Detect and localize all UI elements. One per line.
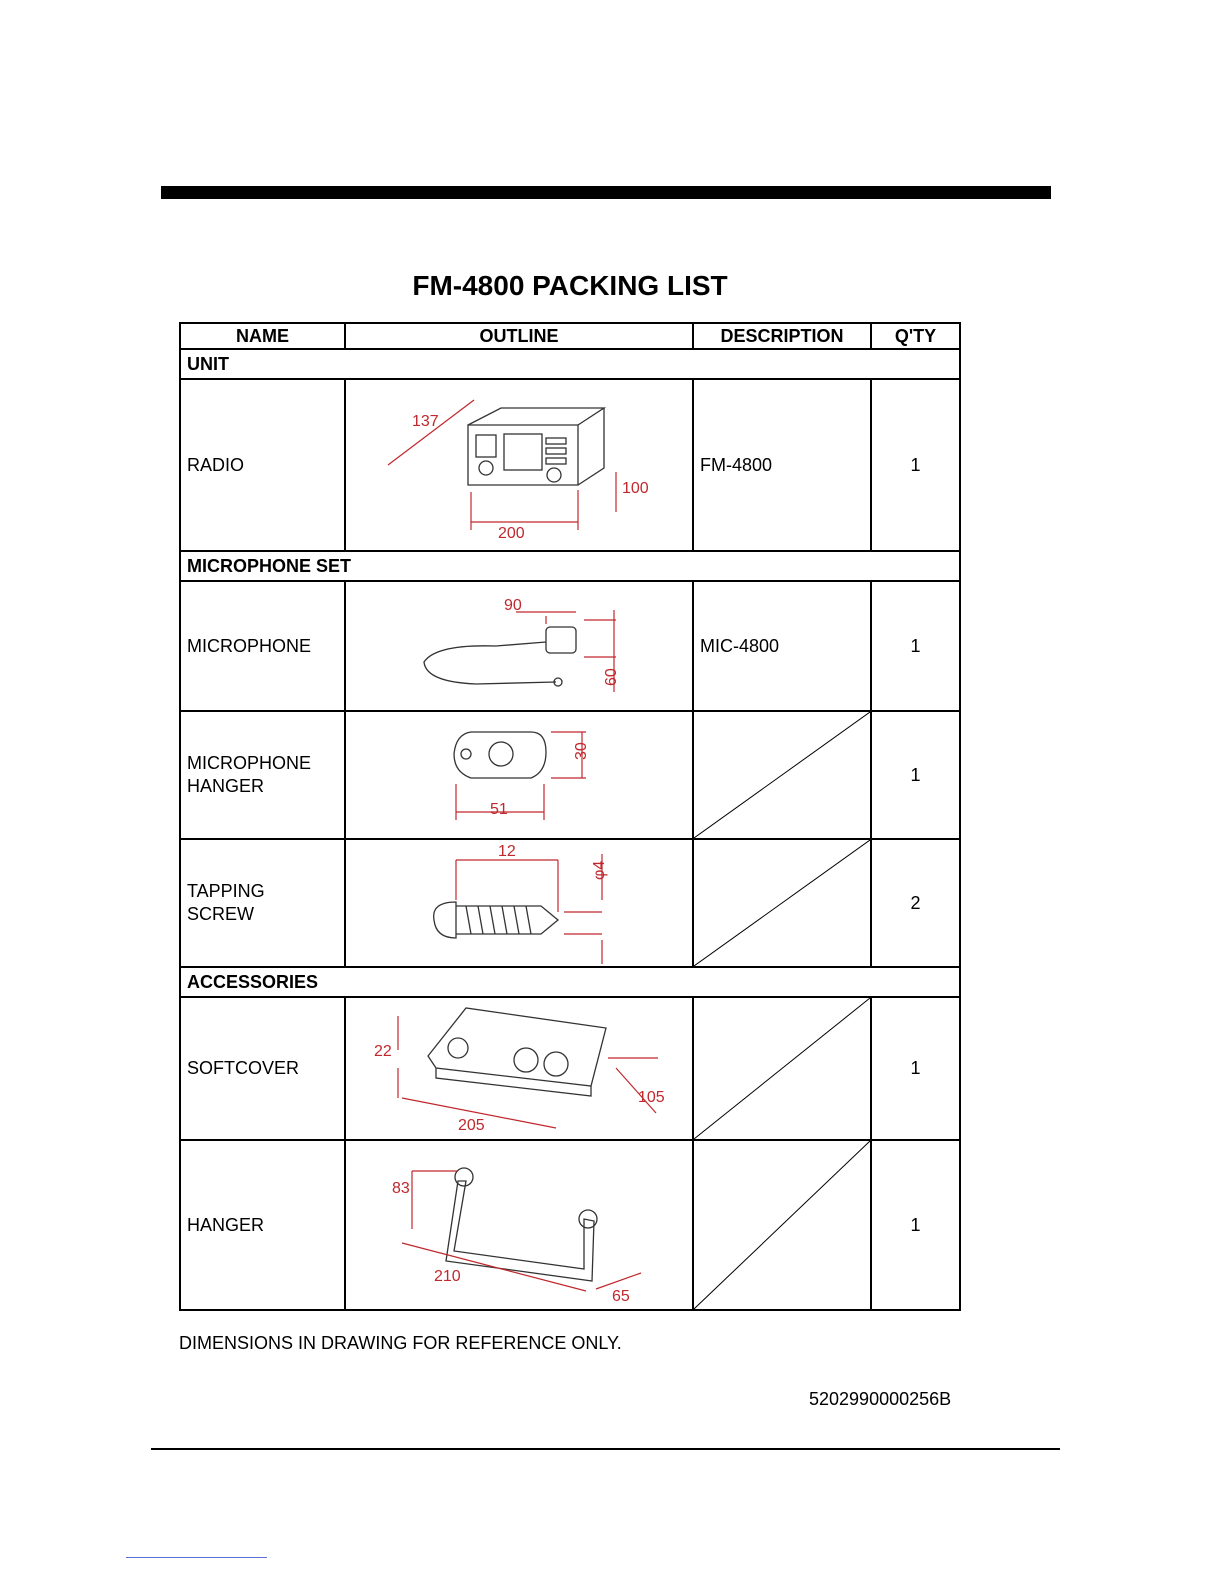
radio-drawing xyxy=(345,379,693,551)
item-name: HANGER xyxy=(180,1140,345,1310)
table-row xyxy=(180,379,960,551)
item-qty: 1 xyxy=(871,1140,960,1310)
footnote-rule xyxy=(126,1557,267,1558)
softcover-drawing xyxy=(345,997,693,1140)
item-name: SOFTCOVER xyxy=(180,997,345,1140)
hanger-drawing xyxy=(345,1140,693,1310)
tapping-screw-drawing xyxy=(345,839,693,967)
reference-note: DIMENSIONS IN DRAWING FOR REFERENCE ONLY. xyxy=(179,1333,622,1353)
top-rule xyxy=(161,186,1051,199)
svg-text:60: 60 xyxy=(603,668,620,686)
item-description: MIC-4800 xyxy=(693,581,871,711)
item-qty: 1 xyxy=(871,711,960,839)
svg-text:83: 83 xyxy=(392,1180,410,1197)
header-outline: OUTLINE xyxy=(345,323,693,349)
bottom-rule xyxy=(151,1448,1060,1450)
section-row xyxy=(180,349,960,379)
svg-text:105: 105 xyxy=(638,1089,665,1106)
svg-text:100: 100 xyxy=(622,480,649,497)
svg-text:51: 51 xyxy=(490,801,508,818)
item-description: FM-4800 xyxy=(693,379,871,551)
microphone-hanger-drawing xyxy=(345,711,693,839)
header-description: DESCRIPTION xyxy=(693,323,871,349)
svg-text:φ4: φ4 xyxy=(591,860,608,880)
svg-text:30: 30 xyxy=(573,742,590,760)
table-row xyxy=(180,997,960,1140)
table-header-row xyxy=(180,323,960,349)
svg-text:90: 90 xyxy=(504,597,522,614)
item-description xyxy=(693,839,871,967)
document-number: 5202990000256B xyxy=(809,1389,952,1409)
header-name: NAME xyxy=(180,323,345,349)
section-row xyxy=(180,551,960,581)
microphone-drawing xyxy=(345,581,693,711)
section-row xyxy=(180,967,960,997)
section-unit: UNIT xyxy=(180,349,960,379)
item-qty: 1 xyxy=(871,581,960,711)
item-name: MICROPHONE xyxy=(180,581,345,711)
item-description xyxy=(693,1140,871,1310)
packing-list-table xyxy=(179,322,961,1311)
svg-text:137: 137 xyxy=(412,413,439,430)
svg-text:22: 22 xyxy=(374,1043,392,1060)
table-row xyxy=(180,1140,960,1310)
table-row xyxy=(180,839,960,967)
item-name: RADIO xyxy=(180,379,345,551)
svg-text:12: 12 xyxy=(498,843,516,860)
table-row xyxy=(180,581,960,711)
section-accessories: ACCESSORIES xyxy=(180,967,960,997)
item-description xyxy=(693,711,871,839)
item-description xyxy=(693,997,871,1140)
svg-text:200: 200 xyxy=(498,525,525,542)
item-qty: 1 xyxy=(871,997,960,1140)
svg-text:65: 65 xyxy=(612,1288,630,1305)
item-name: MICROPHONE HANGER xyxy=(180,711,345,839)
header-qty: Q'TY xyxy=(871,323,960,349)
section-microphone-set: MICROPHONE SET xyxy=(180,551,960,581)
item-qty: 1 xyxy=(871,379,960,551)
item-name: TAPPING SCREW xyxy=(180,839,345,967)
svg-text:210: 210 xyxy=(434,1268,461,1285)
table-row xyxy=(180,711,960,839)
item-qty: 2 xyxy=(871,839,960,967)
page-title: FM-4800 PACKING LIST xyxy=(412,270,728,301)
svg-text:205: 205 xyxy=(458,1117,485,1134)
